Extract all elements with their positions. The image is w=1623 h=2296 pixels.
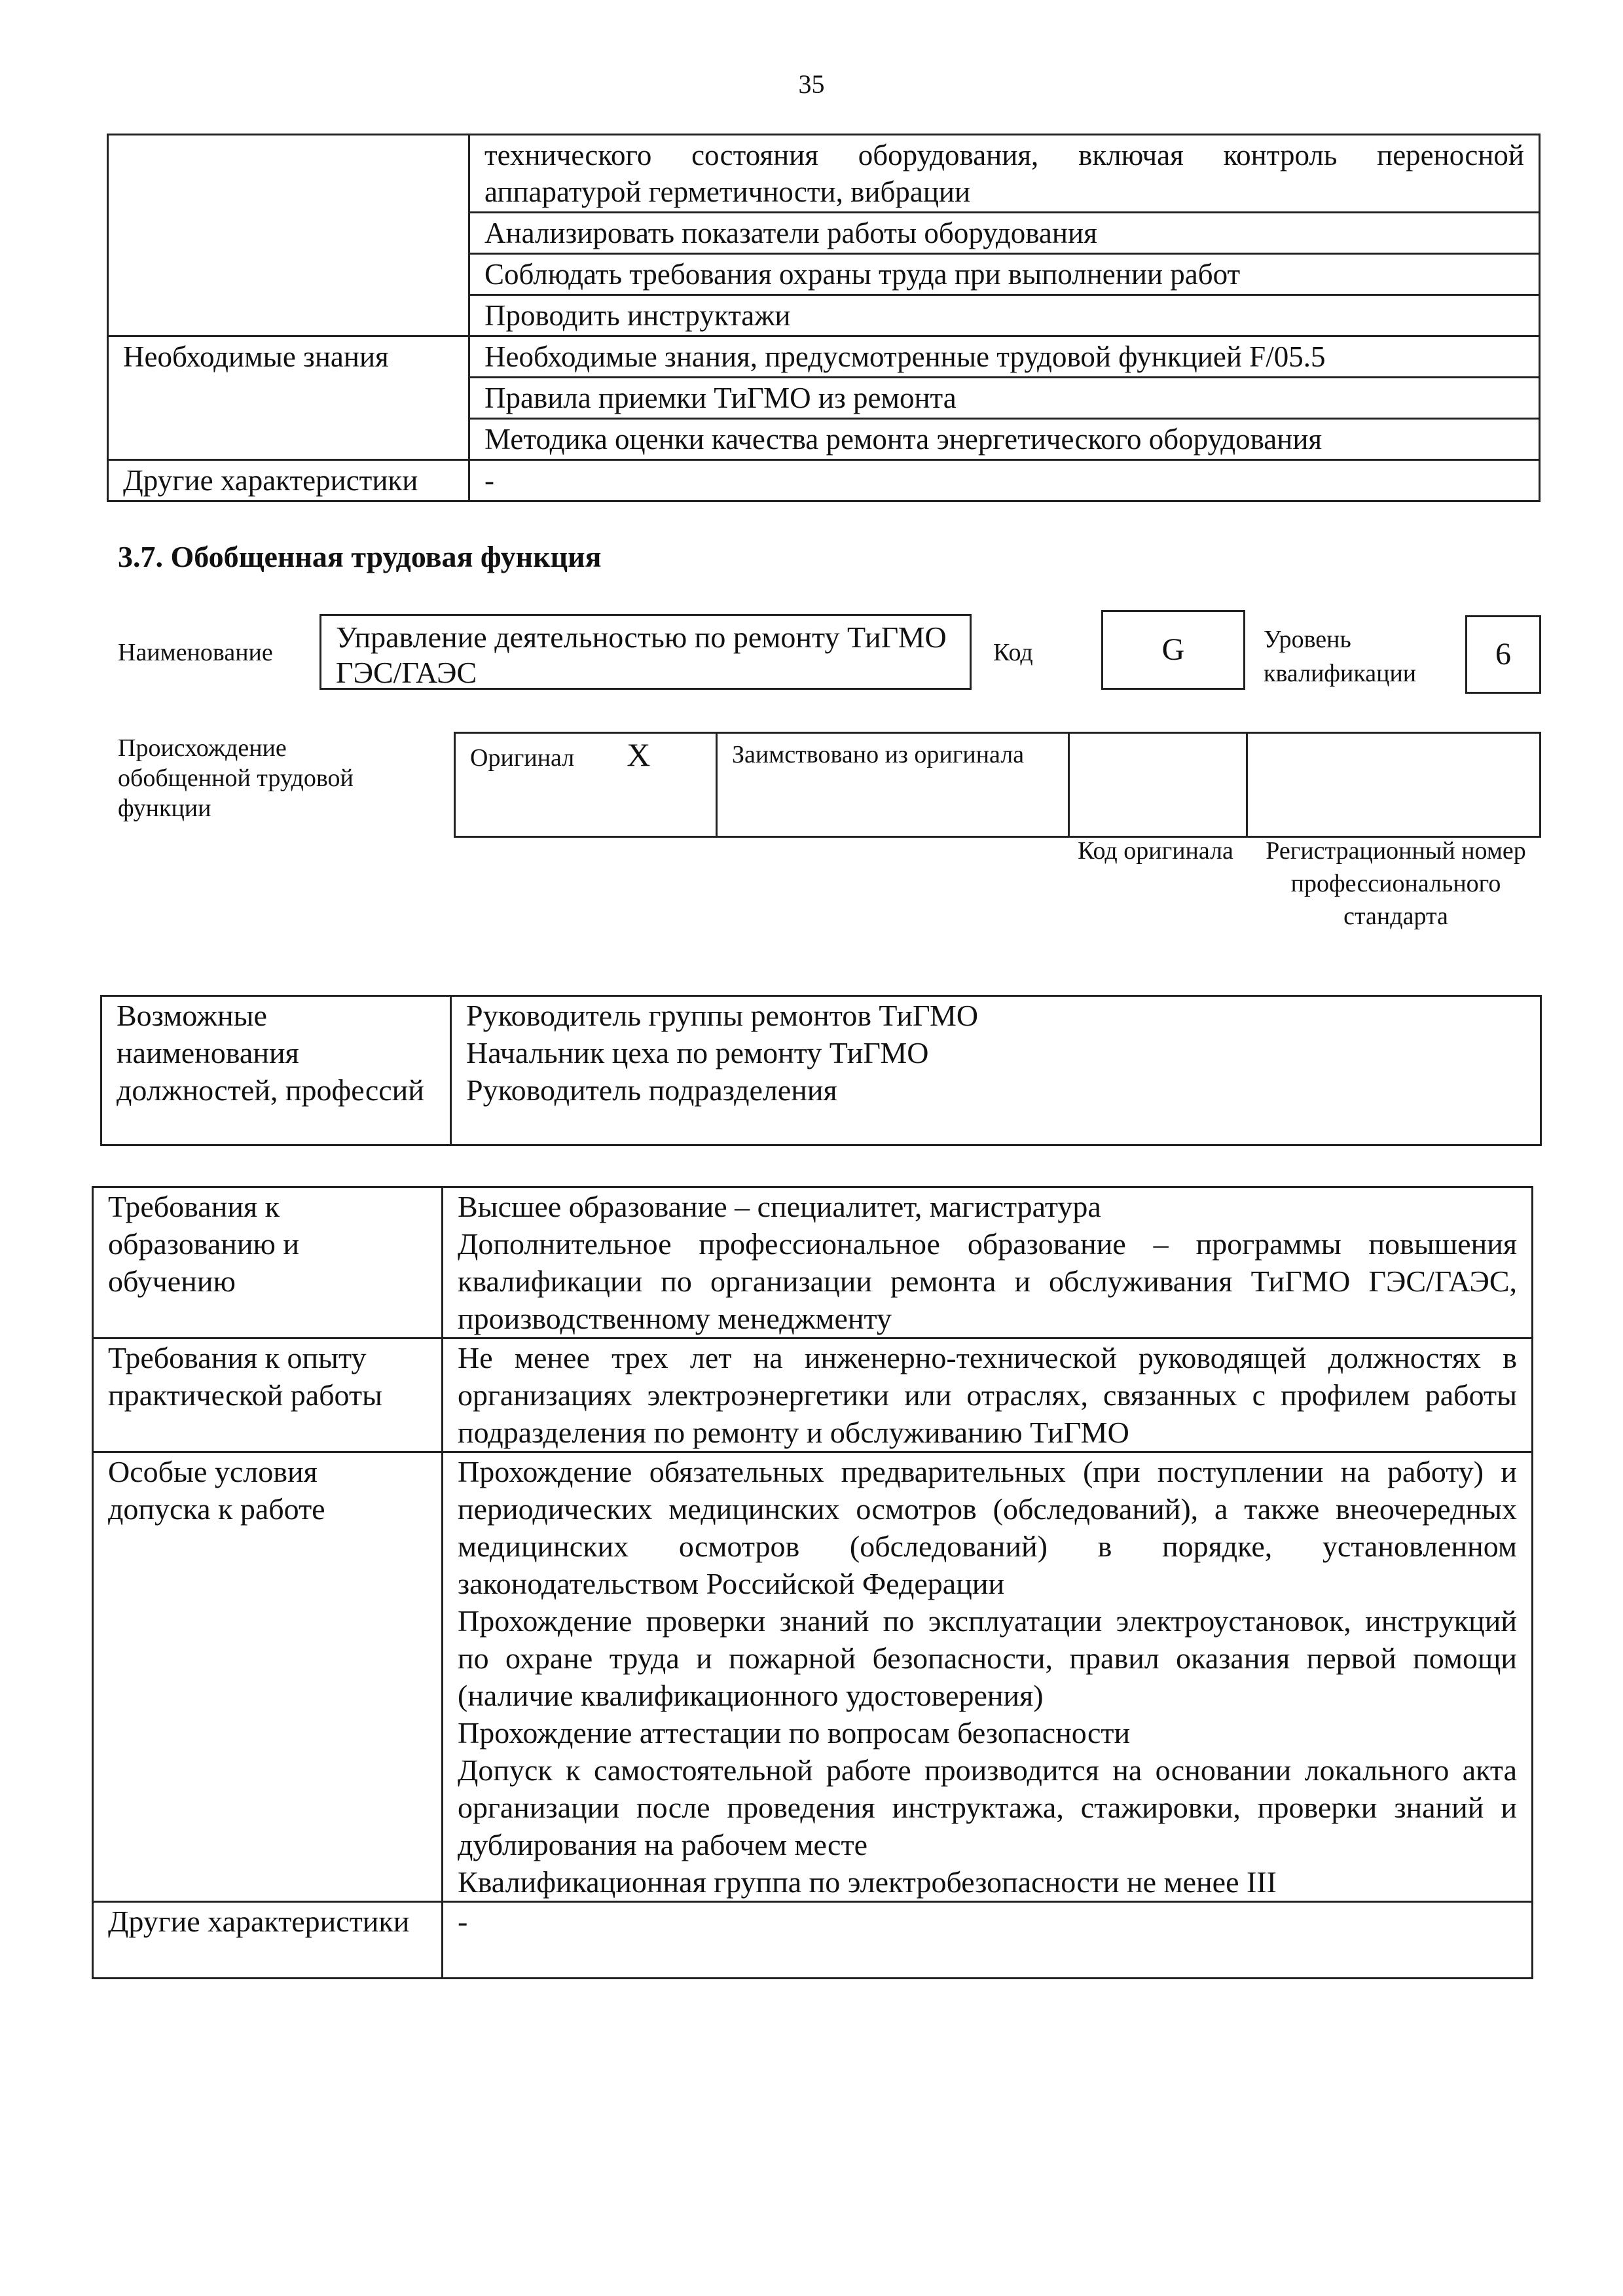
level-label: Уровень квалификации [1264,626,1417,687]
conditions-label: Особые условия допуска к работе [93,1452,443,1902]
list-item: Не менее трех лет на инженерно-технической руководящей должностях в организациях электроэнергетики или отраслях, связанных с профилем работы подразделения по ремонту и обслуживанию ТиГМО [458,1341,1517,1449]
table-row [108,336,1540,378]
list-item: Руководитель подразделения [466,1073,837,1107]
table-row [455,733,1541,837]
registration-caption: Регистрационный номер профессионального стандарта [1266,837,1526,930]
list-item: Прохождение аттестации по вопросам безопасности [458,1716,1131,1749]
requirements-table [92,1186,1533,1979]
table-row [108,135,1540,213]
code-label: Код [993,639,1033,666]
name-label: Наименование [118,639,273,666]
skill-item: Анализировать показатели работы оборудования [469,213,1540,254]
table-row [93,1338,1533,1452]
original-label: Оригинал [470,744,575,772]
knowledge-item: Методика оценки качества ремонта энергетического оборудования [469,419,1540,460]
positions-label: Возможные наименования должностей, профессий [101,996,451,1145]
code-value-box: G [1101,610,1245,690]
positions-list [451,996,1541,1145]
table-row [101,996,1541,1145]
positions-table [100,995,1542,1146]
list-item: Квалификационная группа по электробезопасности не менее III [458,1865,1277,1899]
level-value-box: 6 [1465,615,1541,694]
list-item: Дополнительное профессиональное образование – программы повышения квалификации по организации ремонта и обслуживания ТиГМО ГЭС/ГАЭС, производственному менеджменту [458,1227,1517,1335]
conditions-content [443,1452,1533,1902]
experience-label: Требования к опыту практической работы [93,1338,443,1452]
original-code-cell [1069,733,1247,837]
section-heading: 3.7. Обобщенная трудовая функция [118,540,602,573]
list-item: Руководитель группы ремонтов ТиГМО [466,999,979,1032]
registration-number-cell [1247,733,1541,837]
original-cell [455,733,717,837]
table-row [93,1187,1533,1338]
list-item: Высшее образование – специалитет, магистратура [458,1190,1101,1223]
code-caption: Код оригинала [1078,837,1233,865]
name-value-box: Управление деятельностью по ремонту ТиГМО ГЭС/ГАЭС [319,614,972,690]
education-content [443,1187,1533,1338]
skill-item: технического состояния оборудования, включая контроль переносной аппаратурой герметичности, вибрации [469,135,1540,213]
other-characteristics-label: Другие характеристики [93,1902,443,1979]
borrowed-label: Заимствовано из оригинала [717,733,1069,837]
list-item: Прохождение проверки знаний по эксплуатации электроустановок, инструкций по охране труда и пожарной безопасности, правил оказания первой помощи (наличие квалификационного удостоверения) [458,1604,1517,1712]
table-row [93,1452,1533,1902]
skill-item: Соблюдать требования охраны труда при выполнении работ [469,254,1540,295]
knowledge-label: Необходимые знания [108,336,469,460]
skills-knowledge-table [107,134,1541,502]
skill-item: Проводить инструктажи [469,295,1540,336]
experience-content [443,1338,1533,1452]
list-item: Прохождение обязательных предварительных (при поступлении на работу) и периодических медицинских осмотров (обследований), а также внеочередных медицинских осмотров (обследований) в порядке, установленном законодательством Российской Федерации [458,1455,1517,1600]
other-value: - [469,460,1540,501]
table-row [93,1902,1533,1979]
list-item: Допуск к самостоятельной работе производится на основании локального акта организации после проведения инструктажа, стажировки, проверки знаний и дублирования на рабочем месте [458,1753,1517,1861]
knowledge-item: Правила приемки ТиГМО из ремонта [469,378,1540,419]
empty-label-cell [108,135,469,336]
origin-label: Происхождение обобщенной трудовой функции [118,734,354,822]
other-label: Другие характеристики [108,460,469,501]
knowledge-item: Необходимые знания, предусмотренные трудовой функцией F/05.5 [469,336,1540,378]
original-mark: X [627,736,651,773]
origin-table [454,732,1541,838]
other-characteristics-value: - [443,1902,1533,1979]
list-item: Начальник цеха по ремонту ТиГМО [466,1036,929,1069]
education-label: Требования к образованию и обучению [93,1187,443,1338]
page-number: 35 [798,69,825,99]
table-row [108,460,1540,501]
